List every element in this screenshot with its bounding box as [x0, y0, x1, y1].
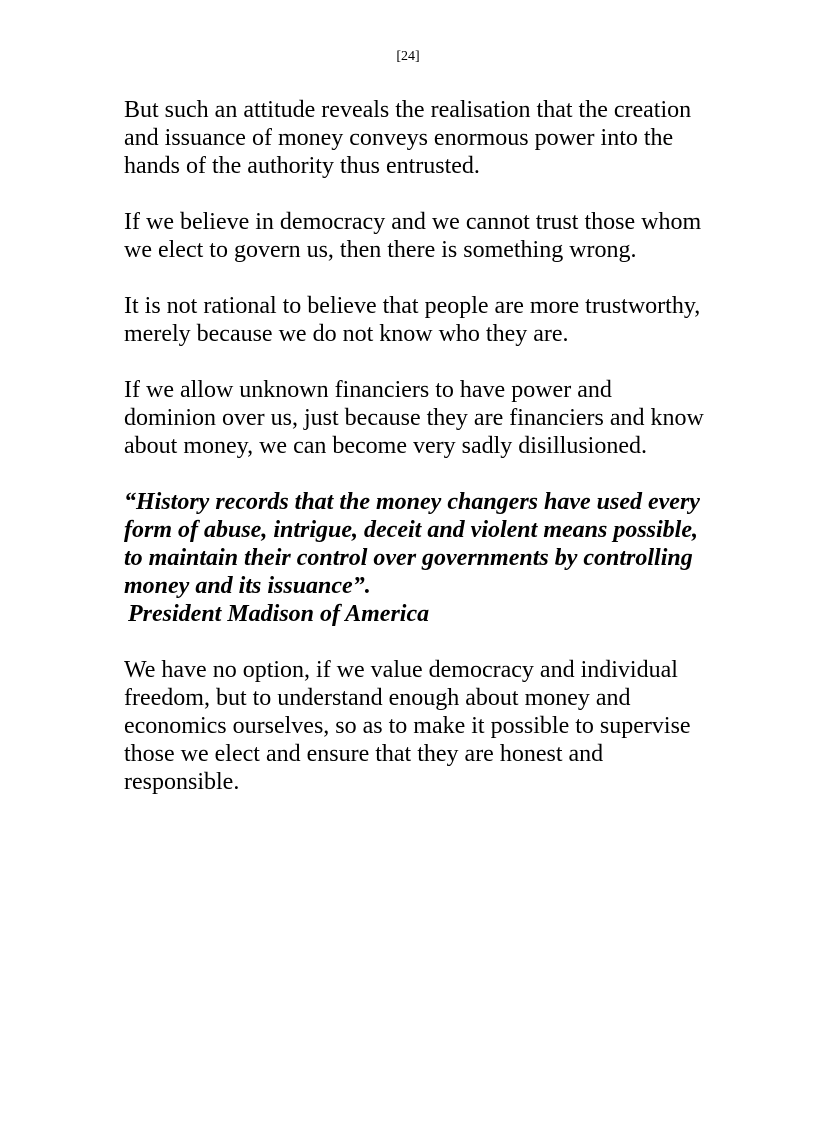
- paragraph-4: If we allow unknown financiers to have power and dominion over us, just because they are financiers and know about money, we can become very sadly disillusioned.: [124, 377, 704, 459]
- paragraph-1: But such an attitude reveals the realisation that the creation and issuance of money conveys enormous power into the hands of the authority thus entrusted.: [124, 97, 692, 179]
- page-number: [24]: [396, 49, 420, 64]
- page-body: [124, 96, 704, 824]
- paragraph-3: It is not rational to believe that people are more trustworthy, merely because we do not know who they are.: [124, 293, 701, 347]
- quote-attribution: President Madison of America: [128, 601, 430, 627]
- quote-text: “History records that the money changers have used every form of abuse, intrigue, deceit and violent means possible, to maintain their control over governments by controlling money and its issuance”.: [124, 489, 700, 599]
- paragraph-2: If we believe in democracy and we cannot trust those whom we elect to govern us, then there is something wrong.: [124, 209, 702, 263]
- closing-paragraph: We have no option, if we value democracy and individual freedom, but to understand enough about money and economics ourselves, so as to make it possible to supervise those we elect and ensure that they are honest and responsible.: [124, 657, 691, 795]
